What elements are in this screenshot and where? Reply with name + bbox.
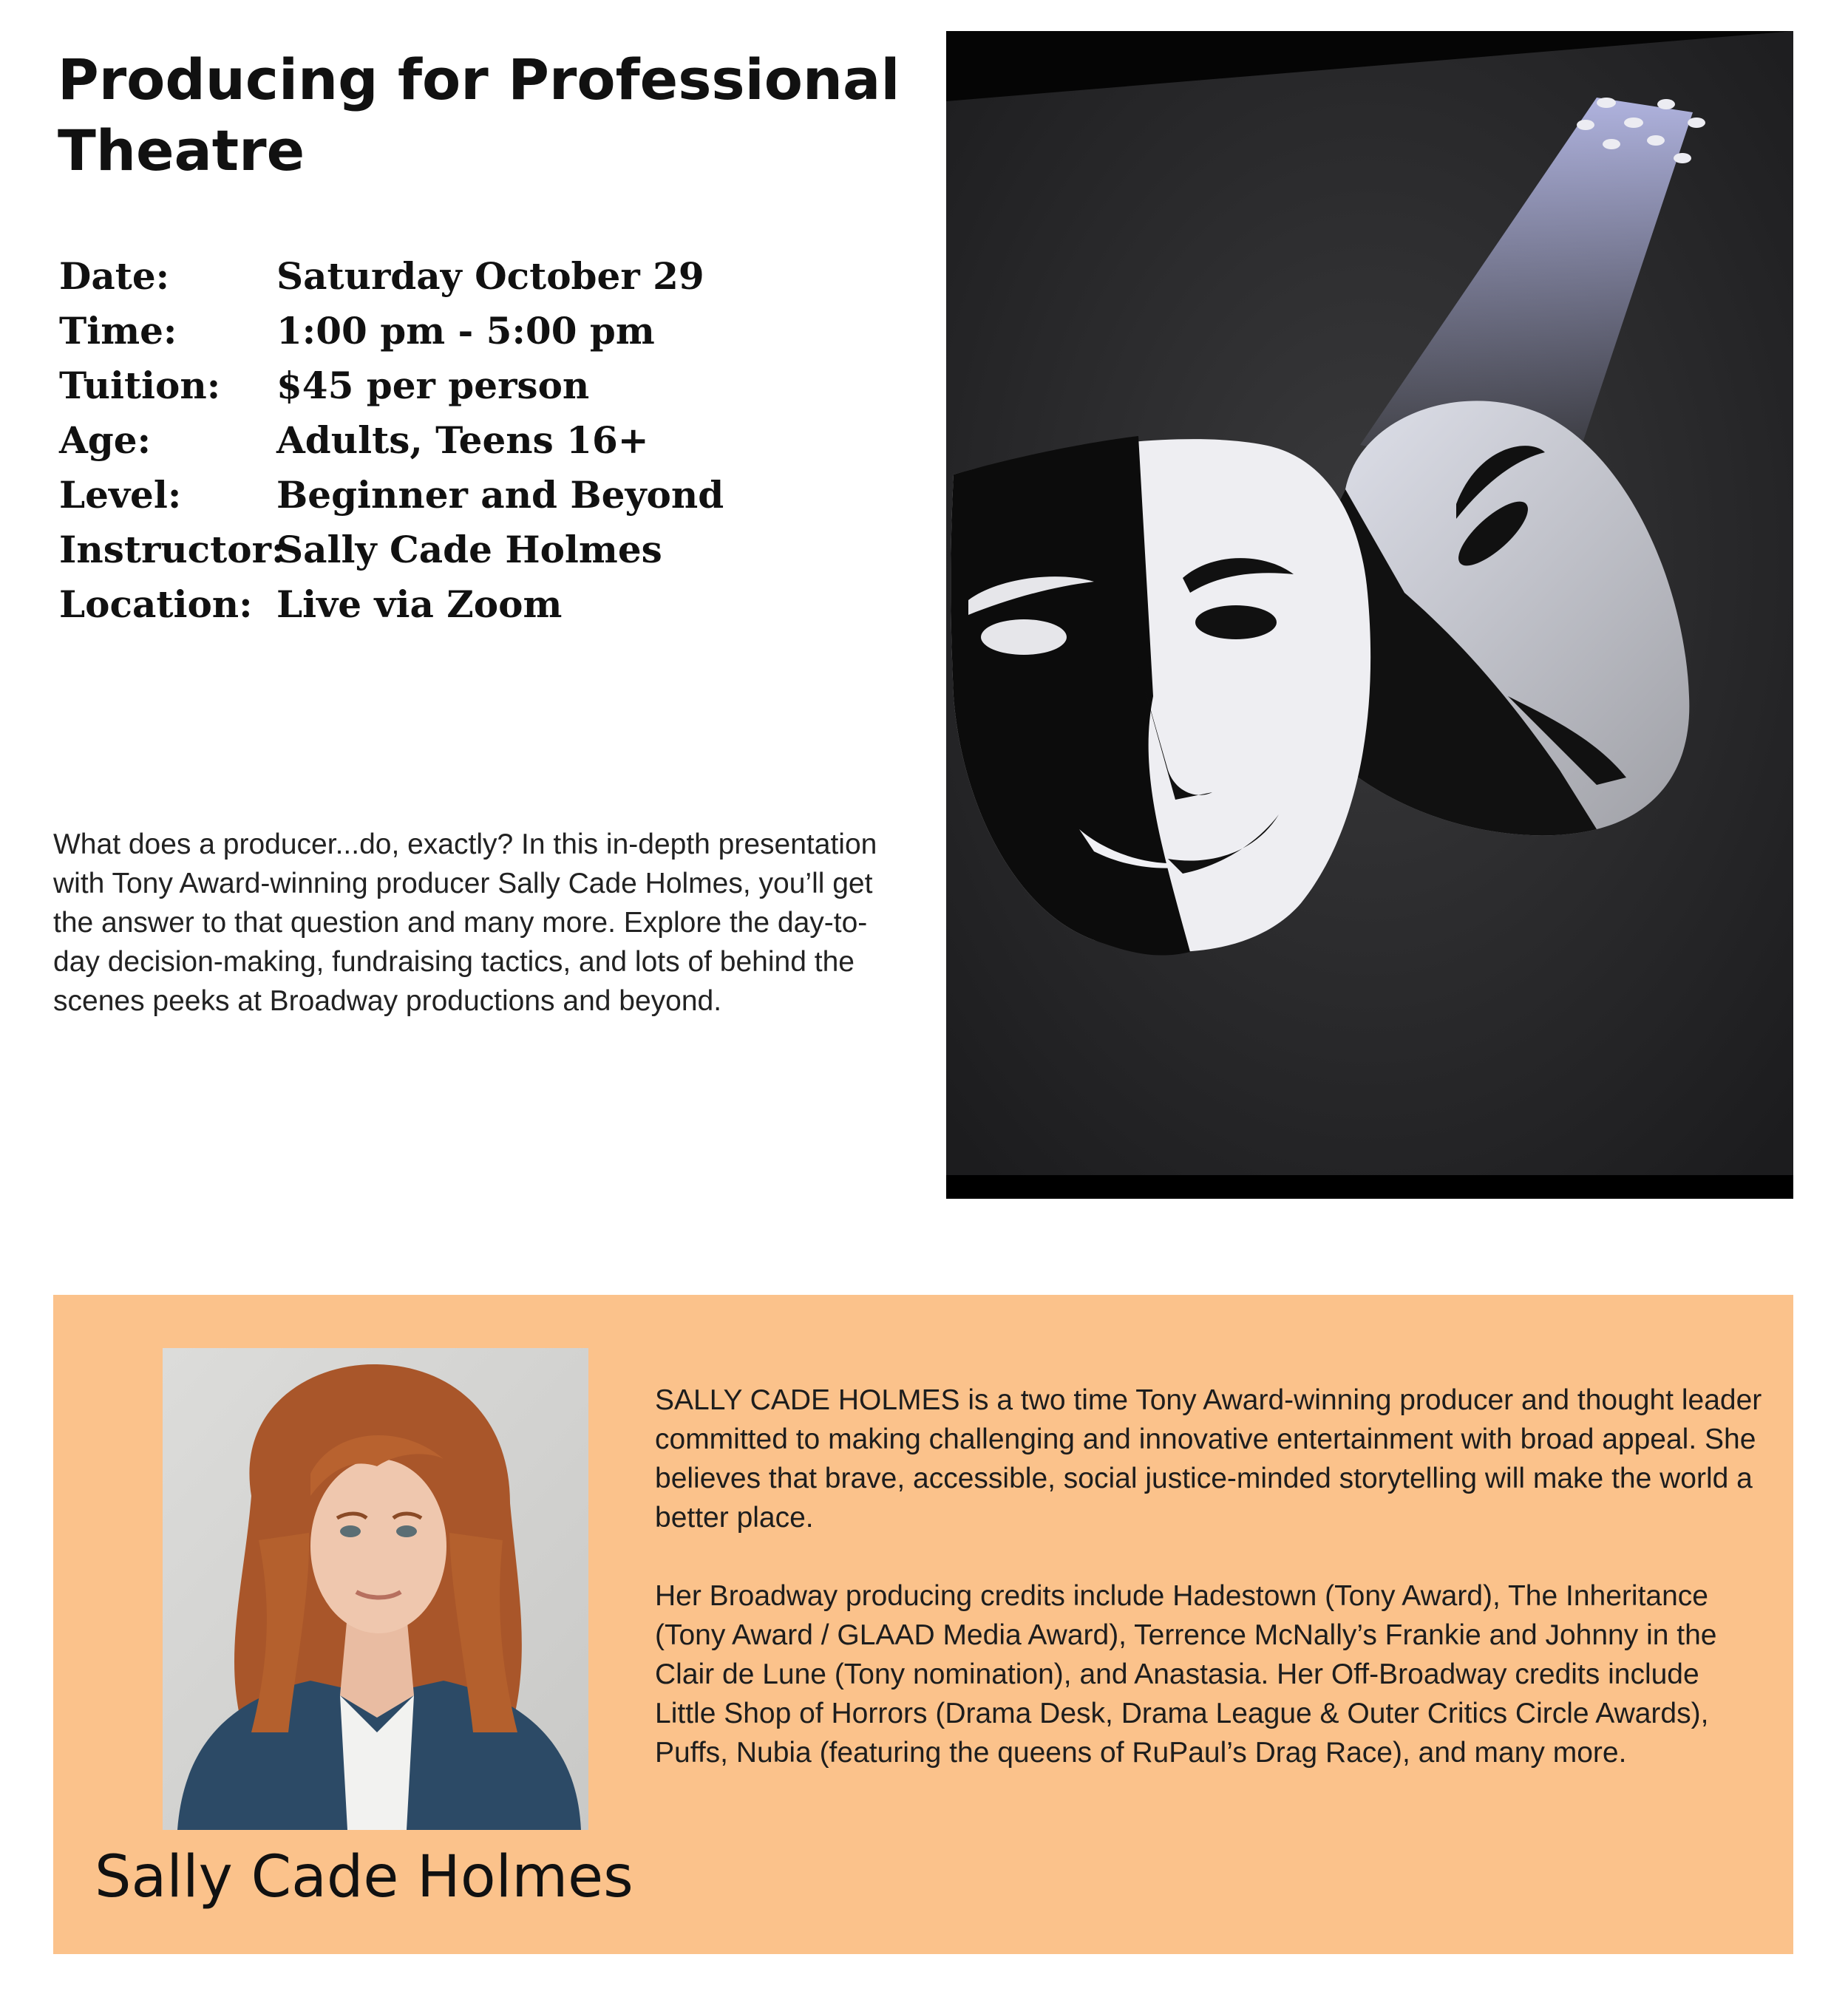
detail-label: Age: bbox=[59, 418, 152, 462]
detail-label: Date: bbox=[59, 253, 170, 298]
detail-value: Saturday October 29 bbox=[276, 253, 704, 298]
bio-paragraph: Her Broadway producing credits include Hadestown (Tony Award), The Inheritance (Tony Award / GLAAD Media Award), Terrence McNally’s Frankie and Johnny in the Clair de Lune (Tony nomination), and Anastasia. Her Off-Broadway credits include Little Shop of Horrors (Drama Desk, Drama League & Outer Critics Circle Awards), Puffs, Nubia (featuring the queens of RuPaul’s Drag Race), and many more. bbox=[655, 1580, 1717, 1769]
detail-row-time bbox=[59, 303, 724, 358]
detail-label: Level: bbox=[59, 472, 182, 517]
detail-row-instructor bbox=[59, 522, 724, 576]
bio-paragraph: SALLY CADE HOLMES is a two time Tony Award-winning producer and thought leader committed to making challenging and innovative entertainment with broad appeal. She believes that brave, accessible, social justice-minded storytelling will make the world a better place. bbox=[655, 1384, 1762, 1534]
portrait-illustration bbox=[163, 1348, 588, 1830]
detail-label: Time: bbox=[59, 308, 177, 353]
detail-label: Location: bbox=[59, 582, 253, 626]
detail-row-date bbox=[59, 248, 724, 303]
detail-row-age bbox=[59, 412, 724, 467]
instructor-photo bbox=[163, 1348, 588, 1830]
detail-value: Sally Cade Holmes bbox=[276, 527, 662, 571]
detail-value: 1:00 pm - 5:00 pm bbox=[276, 308, 655, 353]
detail-value: $45 per person bbox=[276, 363, 590, 407]
event-title: Producing for Professional Theatre bbox=[58, 47, 900, 183]
detail-value: Live via Zoom bbox=[276, 582, 563, 626]
instructor-name: Sally Cade Holmes bbox=[95, 1844, 633, 1910]
detail-row-location bbox=[59, 576, 724, 631]
event-description: What does a producer...do, exactly? In this in-depth presentation with Tony Award-winning producer Sally Cade Holmes, you’ll get the answer to that question and many more. Explore the day-to-day decision-making, fundraising tactics, and lots of behind the scenes peeks at Broadway productions and beyond. bbox=[53, 828, 877, 1017]
detail-label: Instructor: bbox=[59, 527, 285, 571]
detail-label: Tuition: bbox=[59, 363, 221, 407]
detail-row-tuition bbox=[59, 358, 724, 412]
theatre-masks-illustration bbox=[946, 31, 1793, 1199]
instructor-bio bbox=[655, 1381, 1764, 1811]
event-details bbox=[59, 248, 724, 631]
theatre-masks-image bbox=[946, 31, 1793, 1199]
detail-value: Beginner and Beyond bbox=[276, 472, 724, 517]
instructor-panel bbox=[53, 1295, 1793, 1954]
detail-value: Adults, Teens 16+ bbox=[276, 418, 649, 462]
detail-row-level bbox=[59, 467, 724, 522]
